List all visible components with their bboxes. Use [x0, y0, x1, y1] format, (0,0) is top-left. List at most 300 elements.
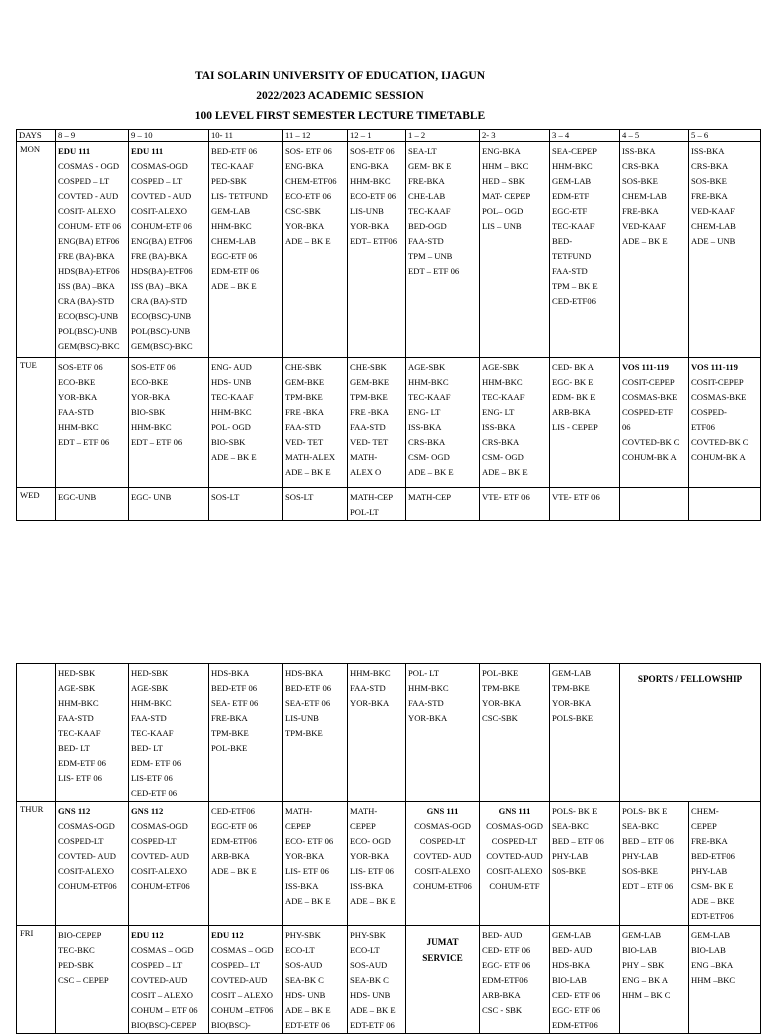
- slot-entry: ENG-BKA: [482, 146, 521, 156]
- slot-entry: HHM-BKC: [211, 407, 252, 417]
- slot-entry: EGC-ETF 06: [211, 251, 258, 261]
- slot-entry: VTE- ETF 06: [482, 492, 530, 502]
- timetable-cell: [480, 664, 550, 802]
- slot-entry: BIO-SBK: [131, 407, 166, 417]
- slot-entry: VED-KAAF: [622, 221, 666, 231]
- slot-entry: ISS (BA) –BKA: [131, 281, 188, 291]
- slot-entry: BIO-LAB: [552, 975, 587, 985]
- slot-entry: AGE-SBK: [58, 683, 96, 693]
- slot-entry: FAA-STD: [58, 713, 94, 723]
- university-name: TAI SOLARIN UNIVERSITY OF EDUCATION, IJAGUN: [194, 70, 486, 82]
- slot-entry: BED- AUD: [552, 945, 593, 955]
- slot-entry: COSPED – LT: [131, 176, 183, 186]
- timetable-title: 100 LEVEL FIRST SEMESTER LECTURE TIMETABLE: [194, 110, 486, 122]
- timetable-cell: [689, 142, 761, 358]
- slot-entry: VOS 111-119: [691, 362, 738, 372]
- day-label: TUE: [17, 358, 56, 488]
- slot-entry: COSMAS-OGD: [58, 821, 115, 831]
- slot-entry: TPM-BKE: [285, 728, 323, 738]
- slot-entry: COHUM-BK A: [622, 452, 677, 462]
- slot-entry: CEPEP: [691, 821, 717, 831]
- timetable-cell: [406, 664, 480, 802]
- slot-entry: ISS-BKA: [622, 146, 656, 156]
- slot-entry: ECO-LT: [285, 945, 315, 955]
- slot-entry: ENG-BKA: [350, 161, 389, 171]
- slot-entry: COSPED – LT: [131, 960, 183, 970]
- slot-entry: EDU 111: [131, 146, 164, 156]
- slot-entry: FRE (BA)-BKA: [131, 251, 188, 261]
- slot-entry: PED-SBK: [58, 960, 94, 970]
- slot-entry: TETFUND: [552, 251, 592, 261]
- slot-entry: COVTED- AUD: [413, 851, 472, 861]
- timetable-cell: [406, 142, 480, 358]
- slot-entry: BED-ETF 06: [211, 146, 258, 156]
- slot-entry: JUMAT: [426, 937, 459, 947]
- slot-entry: COVTED-AUD: [486, 851, 543, 861]
- slot-entry: CED- ETF 06: [552, 990, 601, 1000]
- slot-entry: CRS-BKA: [482, 437, 520, 447]
- slot-entry: TPM-BKE: [211, 728, 249, 738]
- slot-entry: COSPED-LT: [131, 836, 177, 846]
- timetable-cell: [56, 926, 129, 1034]
- slot-entry: MATH-CEP: [350, 492, 393, 502]
- timetable-cell: [348, 664, 406, 802]
- slot-entry: SEA-BKC: [552, 821, 589, 831]
- slot-entry: ECO-BKE: [131, 377, 169, 387]
- slot-entry: AGE-SBK: [482, 362, 520, 372]
- slot-entry: POL-LT: [350, 507, 379, 517]
- slot-entry: GNS 111: [426, 806, 459, 816]
- slot-entry: COVTED- AUD: [58, 851, 117, 861]
- slot-entry: CSM- OGD: [482, 452, 524, 462]
- slot-entry: YOR-BKA: [350, 851, 390, 861]
- slot-entry: EDT – ETF 06: [131, 437, 183, 447]
- slot-entry: FAA-STD: [58, 407, 94, 417]
- slot-entry: ADE – BK E: [211, 452, 257, 462]
- timetable-cell: [348, 926, 406, 1034]
- timetable-cell: [550, 358, 620, 488]
- slot-entry: EGC- ETF 06: [552, 1005, 601, 1015]
- slot-entry: COHUM – ETF 06: [131, 1005, 198, 1015]
- slot-entry: LIS- ETF 06: [58, 773, 102, 783]
- slot-entry: FRE-BKA: [211, 713, 248, 723]
- slot-entry: CSC - SBK: [482, 1005, 523, 1015]
- day-row: [17, 926, 761, 1034]
- slot-entry: HED-SBK: [131, 668, 169, 678]
- slot-entry: SPORTS / FELLOWSHIP: [637, 674, 743, 684]
- timetable-cell: [406, 802, 480, 926]
- slot-entry: POL(BSC)-UNB: [58, 326, 118, 336]
- slot-entry: ENG- LT: [408, 407, 441, 417]
- slot-entry: ARB-BKA: [552, 407, 591, 417]
- slot-entry: ADE – BK E: [285, 236, 331, 246]
- slot-entry: POL– OGD: [482, 206, 524, 216]
- timetable-page-1: [16, 129, 761, 521]
- slot-entry: SOS-ETF 06: [350, 146, 395, 156]
- slot-entry: PHY – SBK: [622, 960, 665, 970]
- slot-entry: ISS-BKA: [482, 422, 516, 432]
- slot-entry: 06: [622, 422, 631, 432]
- timetable-cell: [406, 358, 480, 488]
- slot-entry: FRE -BKA: [350, 407, 389, 417]
- slot-entry: TPM-BKE: [552, 683, 590, 693]
- slot-entry: FAA-STD: [350, 683, 386, 693]
- slot-entry: ADE – BK E: [211, 281, 257, 291]
- slot-entry: HHM –BKC: [691, 975, 736, 985]
- slot-entry: CSM- BK E: [691, 881, 734, 891]
- slot-entry: HDS(BA)-ETF06: [58, 266, 120, 276]
- slot-entry: VOS 111-119: [622, 362, 669, 372]
- slot-entry: HED – SBK: [482, 176, 525, 186]
- slot-entry: GNS 112: [131, 806, 164, 816]
- slot-entry: LIS- TETFUND: [211, 191, 268, 201]
- slot-entry: CHE-LAB: [408, 191, 446, 201]
- slot-entry: HHM-BKC: [552, 161, 593, 171]
- timetable-cell: [689, 488, 761, 521]
- slot-entry: EGC-ETF 06: [211, 821, 258, 831]
- slot-entry: COSPED – LT: [58, 176, 110, 186]
- time-column-header: 9 – 10: [129, 130, 209, 142]
- slot-entry: CHEM-: [691, 806, 719, 816]
- slot-entry: SOS-LT: [285, 492, 314, 502]
- slot-entry: ADE – BK E: [482, 467, 528, 477]
- slot-entry: FAA-STD: [552, 266, 588, 276]
- slot-entry: CEPEP: [285, 821, 311, 831]
- slot-entry: YOR-BKA: [350, 698, 390, 708]
- slot-entry: COSPED-LT: [419, 836, 466, 846]
- slot-entry: VTE- ETF 06: [552, 492, 600, 502]
- slot-entry: COHUM-ETF 06: [131, 221, 192, 231]
- timetable-cell: [348, 358, 406, 488]
- slot-entry: POLS- BK E: [622, 806, 668, 816]
- slot-entry: EGC-UNB: [58, 492, 97, 502]
- slot-entry: HHM-BKC: [408, 683, 449, 693]
- day-row: [17, 664, 761, 802]
- slot-entry: TEC-KAAF: [482, 392, 525, 402]
- slot-entry: CED-ETF 06: [131, 788, 178, 798]
- slot-entry: COVTED- AUD: [131, 851, 190, 861]
- slot-entry: EDT-ETF 06: [350, 1020, 395, 1030]
- timetable-cell: [480, 488, 550, 521]
- timetable-cell: [480, 802, 550, 926]
- slot-entry: ENG(BA) ETF06: [58, 236, 120, 246]
- slot-entry: COSIT-ALEXO: [131, 866, 188, 876]
- slot-entry: COSIT-CEPEP: [691, 377, 744, 387]
- slot-entry: TEC-BKC: [58, 945, 95, 955]
- slot-entry: GEM-BKE: [350, 377, 390, 387]
- slot-entry: YOR-BKA: [285, 851, 325, 861]
- slot-entry: MAT- CEPEP: [482, 191, 531, 201]
- slot-entry: EDM-ETF06: [552, 1020, 598, 1030]
- timetable-cell: [283, 142, 348, 358]
- slot-entry: GNS 111: [498, 806, 531, 816]
- slot-entry: COSIT-ALEXO: [58, 866, 115, 876]
- slot-entry: HHM-BKC: [482, 377, 523, 387]
- slot-entry: COSMAS – OGD: [211, 945, 274, 955]
- slot-entry: PHY-SBK: [350, 930, 386, 940]
- slot-entry: EDT-ETF06: [691, 911, 734, 921]
- slot-entry: POL- OGD: [211, 422, 251, 432]
- slot-entry: COVTED - AUD: [58, 191, 119, 201]
- slot-entry: HHM-BKC: [58, 698, 99, 708]
- slot-entry: ECO-ETF 06: [285, 191, 332, 201]
- timetable-cell: [129, 142, 209, 358]
- slot-entry: EDM-ETF 06: [58, 758, 106, 768]
- slot-entry: SEA-BKC: [622, 821, 659, 831]
- slot-entry: HDS-BKA: [285, 668, 324, 678]
- slot-entry: HDS(BA)-ETF06: [131, 266, 193, 276]
- slot-entry: TEC-KAAF: [131, 728, 174, 738]
- slot-entry: COHUM- ETF 06: [58, 221, 122, 231]
- slot-entry: COHUM-ETF: [489, 881, 540, 891]
- slot-entry: EDM- BK E: [552, 392, 596, 402]
- slot-entry: EGC- UNB: [131, 492, 172, 502]
- slot-entry: TPM-BKE: [285, 392, 323, 402]
- slot-entry: BIO(BSC)-CEPEP: [131, 1020, 197, 1030]
- slot-entry: FRE-BKA: [408, 176, 445, 186]
- time-column-header: 10- 11: [209, 130, 283, 142]
- slot-entry: GEM-BKE: [285, 377, 325, 387]
- slot-entry: ARB-BKA: [211, 851, 250, 861]
- slot-entry: MATH-CEP: [408, 492, 451, 502]
- slot-entry: SOS-ETF 06: [58, 362, 103, 372]
- slot-entry: ISS (BA) –BKA: [58, 281, 115, 291]
- timetable-cell: [550, 802, 620, 926]
- slot-entry: CED-ETF06: [552, 296, 596, 306]
- slot-entry: LIS – UNB: [482, 221, 522, 231]
- timetable-cell: [56, 802, 129, 926]
- timetable-cell: [550, 664, 620, 802]
- slot-entry: HHM-BKC: [131, 698, 172, 708]
- slot-entry: BED-ETF 06: [211, 683, 258, 693]
- day-row: [17, 142, 761, 358]
- day-label: FRI: [17, 926, 56, 1034]
- timetable-cell: [480, 358, 550, 488]
- slot-entry: CRS-BKA: [622, 161, 660, 171]
- slot-entry: BED- LT: [58, 743, 90, 753]
- time-column-header: 12 – 1: [348, 130, 406, 142]
- slot-entry: POLS- BK E: [552, 806, 598, 816]
- slot-entry: COSIT-CEPEP: [622, 377, 675, 387]
- timetable-cell: [689, 926, 761, 1034]
- slot-entry: CED-ETF06: [211, 806, 255, 816]
- slot-entry: BED-: [552, 236, 573, 246]
- slot-entry: LIS- ETF 06: [285, 866, 329, 876]
- slot-entry: PHY-LAB: [691, 866, 728, 876]
- slot-entry: HED-SBK: [58, 668, 96, 678]
- slot-entry: FRE-BKA: [622, 206, 659, 216]
- slot-entry: PHY-LAB: [552, 851, 589, 861]
- slot-entry: POL(BSC)-UNB: [131, 326, 191, 336]
- slot-entry: EDT– ETF06: [350, 236, 398, 246]
- slot-entry: SOS-AUD: [285, 960, 323, 970]
- slot-entry: COSIT-ALEXO: [131, 206, 188, 216]
- slot-entry: POL-BKE: [211, 743, 248, 753]
- slot-entry: SOS-BKE: [691, 176, 727, 186]
- slot-entry: COSIT – ALEXO: [211, 990, 273, 1000]
- slot-entry: SEA-BK C: [285, 975, 324, 985]
- slot-entry: EDU 112: [211, 930, 244, 940]
- timetable-cell: [209, 488, 283, 521]
- slot-entry: HHM-BKC: [350, 176, 391, 186]
- day-row: [17, 358, 761, 488]
- slot-entry: ECO- OGD: [350, 836, 391, 846]
- slot-entry: GEM-LAB: [552, 176, 592, 186]
- slot-entry: S0S-BKE: [552, 866, 586, 876]
- time-column-header: 5 – 6: [689, 130, 761, 142]
- slot-entry: BED- AUD: [482, 930, 523, 940]
- slot-entry: ISS-BKA: [350, 881, 384, 891]
- slot-entry: HDS- UNB: [285, 990, 326, 1000]
- slot-entry: FAA-STD: [408, 698, 444, 708]
- slot-entry: COSMAS – OGD: [131, 945, 194, 955]
- slot-entry: HHM-BKC: [350, 668, 391, 678]
- slot-entry: TEC-KAAF: [58, 728, 101, 738]
- slot-entry: ARB-BKA: [482, 990, 521, 1000]
- timetable-cell: [406, 488, 480, 521]
- slot-entry: SERVICE: [422, 953, 463, 963]
- slot-entry: POL- LT: [408, 668, 439, 678]
- slot-entry: GEM-LAB: [552, 668, 592, 678]
- slot-entry: ECO-BKE: [58, 377, 96, 387]
- timetable-cell: [283, 488, 348, 521]
- timetable-cell: [129, 664, 209, 802]
- slot-entry: TEC-KAAF: [408, 206, 451, 216]
- slot-entry: TEC-KAAF: [408, 392, 451, 402]
- slot-entry: CHEM-ETF06: [285, 176, 337, 186]
- slot-entry: EDM- ETF 06: [131, 758, 182, 768]
- slot-entry: ECO-ETF 06: [350, 191, 397, 201]
- slot-entry: VED-KAAF: [691, 206, 735, 216]
- time-column-header: 3 – 4: [550, 130, 620, 142]
- slot-entry: COHUM-BK A: [691, 452, 746, 462]
- slot-entry: COSPED– LT: [211, 960, 261, 970]
- header-row: [17, 130, 761, 142]
- slot-entry: EDM-ETF06: [211, 836, 257, 846]
- slot-entry: EDT-ETF 06: [285, 1020, 330, 1030]
- slot-entry: COSIT-ALEXO: [486, 866, 543, 876]
- slot-entry: FAA-STD: [285, 422, 321, 432]
- slot-entry: COVTED-BK C: [691, 437, 749, 447]
- slot-entry: YOR-BKA: [552, 698, 592, 708]
- slot-entry: ENG-BKA: [285, 161, 324, 171]
- slot-entry: COVTED-AUD: [131, 975, 188, 985]
- slot-entry: TEC-KAAF: [552, 221, 595, 231]
- slot-entry: COSMAS-OGD: [486, 821, 543, 831]
- slot-entry: ADE – BK E: [285, 1005, 331, 1015]
- timetable-cell: [620, 802, 689, 926]
- slot-entry: CSC-SBK: [482, 713, 518, 723]
- slot-entry: PHY-SBK: [285, 930, 321, 940]
- day-label: THUR: [17, 802, 56, 926]
- slot-entry: ADE – BK E: [285, 467, 331, 477]
- slot-entry: COSIT-ALEXO: [414, 866, 471, 876]
- slot-entry: LIS-UNB: [285, 713, 319, 723]
- slot-entry: LIS- ETF 06: [350, 866, 394, 876]
- slot-entry: ETF06: [691, 422, 715, 432]
- day-label: MON: [17, 142, 56, 358]
- time-column-header: 1 – 2: [406, 130, 480, 142]
- day-label: WED: [17, 488, 56, 521]
- timetable-cell: [129, 358, 209, 488]
- slot-entry: HHM – BK C: [622, 990, 671, 1000]
- slot-entry: EDU 111: [58, 146, 91, 156]
- slot-entry: EDM-ETF 06: [211, 266, 259, 276]
- slot-entry: LIS - CEPEP: [552, 422, 598, 432]
- slot-entry: AGE-SBK: [408, 362, 446, 372]
- timetable-cell: [348, 488, 406, 521]
- slot-entry: ISS-BKA: [408, 422, 442, 432]
- slot-entry: CSC-SBK: [285, 206, 321, 216]
- slot-entry: FRE-BKA: [691, 191, 728, 201]
- timetable-cell: [620, 488, 689, 521]
- slot-entry: YOR-BKA: [285, 221, 325, 231]
- slot-entry: EDT – ETF 06: [622, 881, 674, 891]
- timetable-cell: [129, 926, 209, 1034]
- time-column-header: 2- 3: [480, 130, 550, 142]
- slot-entry: CHEM-LAB: [691, 221, 736, 231]
- days-column-header: DAYS: [17, 130, 56, 142]
- slot-entry: CRS-BKA: [408, 437, 446, 447]
- slot-entry: ECO(BSC)-UNB: [58, 311, 119, 321]
- slot-entry: SOS-BKE: [622, 176, 658, 186]
- slot-entry: EDT – ETF 06: [58, 437, 110, 447]
- timetable-cell: [56, 664, 129, 802]
- slot-entry: COSPED-LT: [491, 836, 538, 846]
- slot-entry: HHM-BKC: [131, 422, 172, 432]
- slot-entry: GEM-LAB: [552, 930, 592, 940]
- slot-entry: CHE-SBK: [350, 362, 387, 372]
- slot-entry: TEC-KAAF: [211, 392, 254, 402]
- slot-entry: ADE – BK E: [285, 896, 331, 906]
- time-column-header: 8 – 9: [56, 130, 129, 142]
- slot-entry: BED- LT: [131, 743, 163, 753]
- slot-entry: ENG- AUD: [211, 362, 252, 372]
- slot-entry: ADE – BKE: [691, 896, 735, 906]
- slot-entry: GEM(BSC)-BKC: [58, 341, 120, 351]
- timetable-cell: [348, 802, 406, 926]
- slot-entry: ENG- LT: [482, 407, 515, 417]
- slot-entry: CRS-BKA: [691, 161, 729, 171]
- slot-entry: POL-BKE: [482, 668, 519, 678]
- slot-entry: ALEX O: [350, 467, 382, 477]
- slot-entry: COVTED-AUD: [211, 975, 268, 985]
- timetable-cell: [550, 488, 620, 521]
- slot-entry: PED-SBK: [211, 176, 247, 186]
- slot-entry: ADE – BK E: [408, 467, 454, 477]
- slot-entry: EGC- BK E: [552, 377, 594, 387]
- slot-entry: CRA (BA)-STD: [58, 296, 115, 306]
- slot-entry: ECO(BSC)-UNB: [131, 311, 192, 321]
- timetable-cell: [480, 142, 550, 358]
- time-column-header: 4 – 5: [620, 130, 689, 142]
- slot-entry: MATH-ALEX: [285, 452, 336, 462]
- slot-entry: COHUM –ETF06: [211, 1005, 274, 1015]
- slot-entry: FAA-STD: [350, 422, 386, 432]
- sports-fellowship-cell: [620, 664, 761, 802]
- slot-entry: SEA-BK C: [350, 975, 389, 985]
- slot-entry: EGC-ETF: [552, 206, 588, 216]
- slot-entry: ENG –BKA: [691, 960, 734, 970]
- slot-entry: COHUM-ETF06: [413, 881, 472, 891]
- timetable-cell: [209, 926, 283, 1034]
- timetable-cell: [283, 664, 348, 802]
- slot-entry: HHM – BKC: [482, 161, 529, 171]
- slot-entry: GEM-LAB: [691, 930, 731, 940]
- slot-entry: BIO-LAB: [691, 945, 726, 955]
- slot-entry: BED – ETF 06: [622, 836, 674, 846]
- slot-entry: BED-OGD: [408, 221, 447, 231]
